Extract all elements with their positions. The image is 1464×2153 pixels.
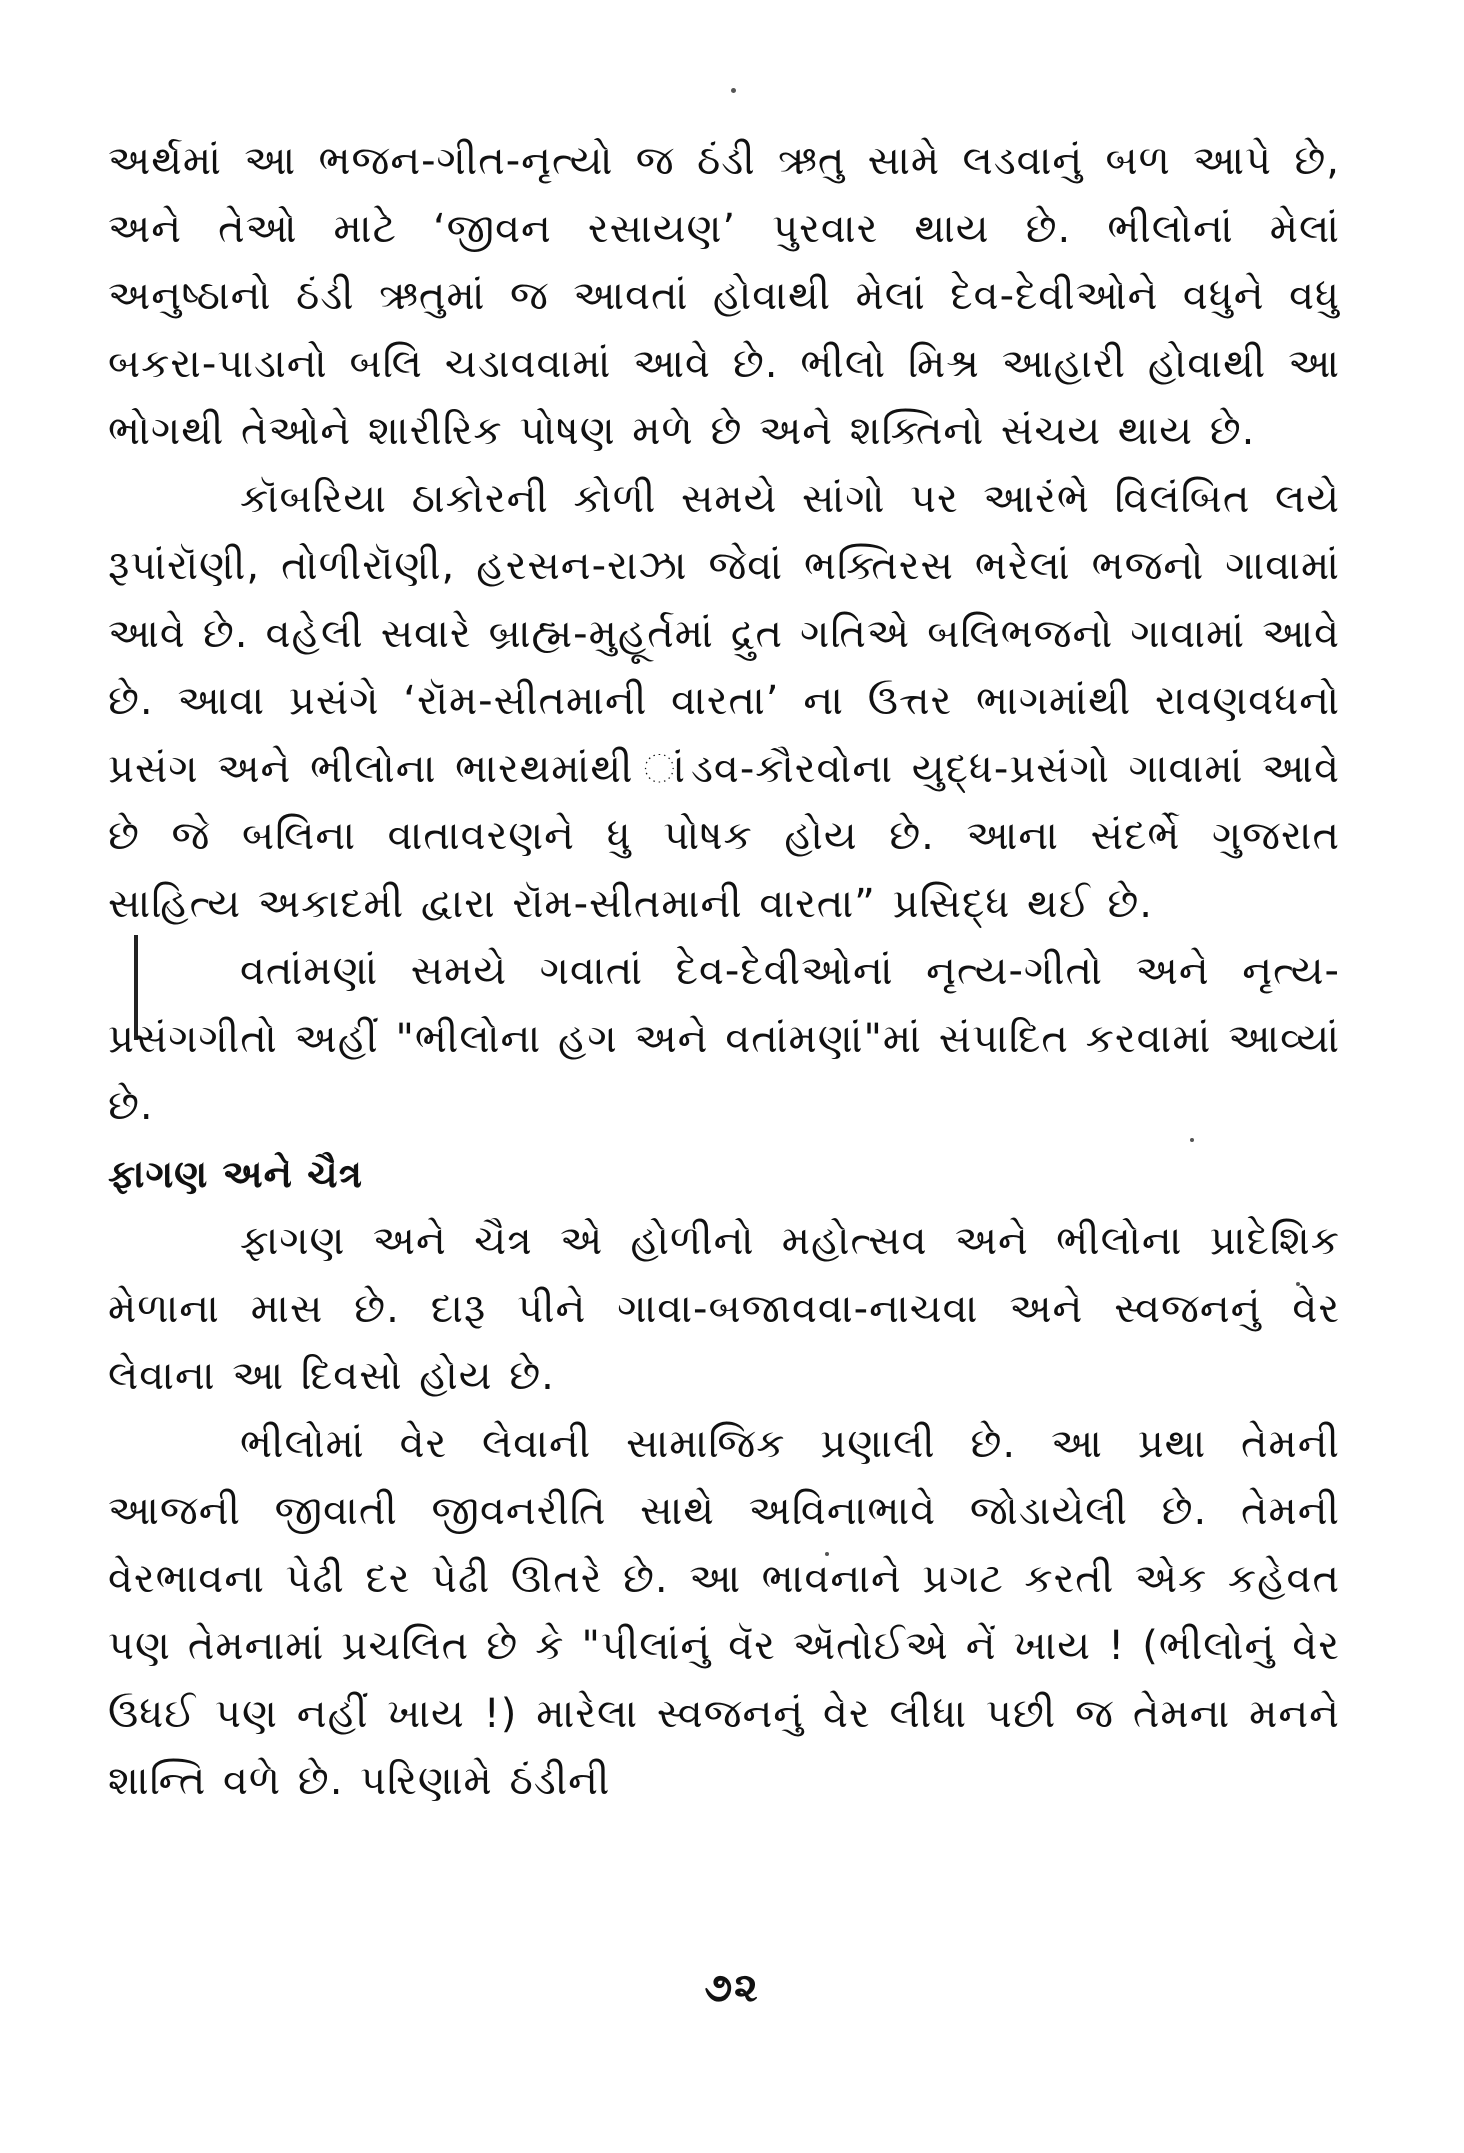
paragraph: કૉબરિયા ઠાકોરની કોળી સમયે સાંગો પર આરંભે વિલંબિત લયે રૂપાંરૉણી, તોળીરૉણી, હરસન-રાઝા જેવાં ભક્તિરસ ભરેલાં ભજનો ગાવામાં આવે છે. વહેલી સવારે બ્રાહ્મ-મુહૂર્તમાં દ્રુત ગતિએ બલિભજનો ગાવામાં આવે છે. આવા પ્રસંગે ‘રૉમ-સીતમાની વારતા’ ના ઉત્તર ભાગમાંથી રાવણવધનો પ્રસંગ અને ભીલોના ભારથમાંથી ાંડવ-કૌરવોના યુદ્ધ-પ્રસંગો ગાવામાં આવે છે જે બલિના વાતાવરણને ધુ પોષક હોય છે. આના સંદર્ભે ગુજરાત સાહિત્ય અકાદમી દ્વારા રૉમ-સીતમાની વારતા” પ્રસિદ્ધ થઈ છે. xyxy=(108,475,1340,927)
body-text xyxy=(108,128,1340,1816)
paragraph: વતાંમણાં સમયે ગવાતાં દેવ-દેવીઓનાં નૃત્ય-ગીતો અને નૃત્ય-પ્રસંગગીતો અહીં "ભીલોના હગ અને વતાંમણાં"માં સંપાદિત કરવામાં આવ્યાં છે. xyxy=(108,948,1340,1129)
page-number: ૭૨ xyxy=(704,1965,760,2011)
scan-speck xyxy=(731,88,736,93)
paragraph: અર્થમાં આ ભજન-ગીત-નૃત્યો જ ઠંડી ઋતુ સામે લડવાનું બળ આપે છે, અને તેઓ માટે ‘જીવન રસાયણ’ પુરવાર થાય છે. ભીલોનાં મેલાં અનુષ્ઠાનો ઠંડી ઋતુમાં જ આવતાં હોવાથી મેલાં દેવ-દેવીઓને વધુને વધુ બકરા-પાડાનો બલિ ચડાવવામાં આવે છે. ભીલો મિશ્ર આહારી હોવાથી આ ભોગથી તેઓને શારીરિક પોષણ મળે છે અને શક્તિનો સંચય થાય છે. xyxy=(108,138,1340,454)
section-heading: ફાગણ અને ચૈત્ર xyxy=(108,1151,363,1196)
paragraph: ભીલોમાં વેર લેવાની સામાજિક પ્રણાલી છે. આ પ્રથા તેમની આજની જીવાતી જીવનરીતિ સાથે અવિનાભાવે જોડાયેલી છે. તેમની વેરભાવના પેઢી દર પેઢી ઊતરે છે. આ ભાવનાને પ્રગટ કરતી એક કહેવત પણ તેમનામાં પ્રચલિત છે કે "પીલાંનું વૅર ઍતોઈએ નેં ખાય ! (ભીલોનું વેર ઉધઈ પણ નહીં ખાય !) મારેલા સ્વજનનું વેર લીધા પછી જ તેમના મનને શાન્તિ વળે છે. પરિણામે ઠંડીની xyxy=(108,1420,1340,1804)
paragraph: ફાગણ અને ચૈત્ર એ હોળીનો મહોત્સવ અને ભીલોના પ્રાદેશિક મેળાના માસ છે. દારૂ પીને ગાવા-બજાવવા-નાચવા અને સ્વજનનું વેર લેવાના આ દિવસો હોય છે. xyxy=(108,1218,1340,1399)
